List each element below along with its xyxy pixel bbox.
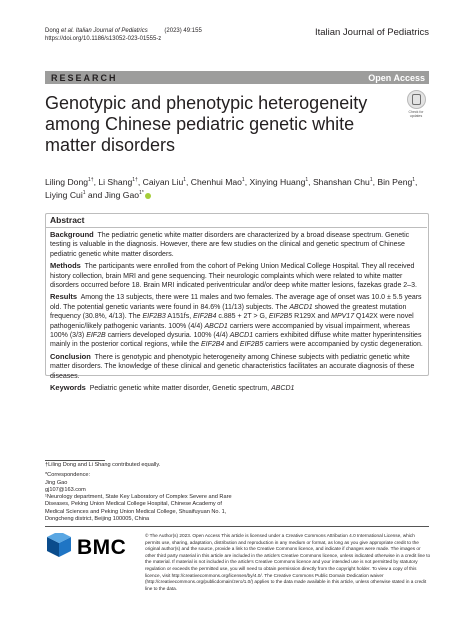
author-name[interactable]: Chenhui Mao	[190, 176, 242, 187]
author-name[interactable]: Bin Peng	[377, 176, 413, 187]
footnote-divider	[45, 460, 105, 461]
affiliation-text: ¹Neurology department, State Key Laboratory of Complex Severe and Rare Diseases, Peking Union Medical College Hospital, Chinese Academy of Medical Sciences and Peking Union Medical College, Shuaifuyuan No. 1, Dongcheng district, Beijing 100005, China	[45, 494, 232, 523]
abstract-keywords	[50, 383, 423, 393]
open-access-label: Open Access	[368, 72, 425, 83]
author-affiliation-mark: 1†	[132, 177, 138, 183]
license-text: © The Author(s) 2023. Open Access This article is licensed under a Creative Commons Attribution 4.0 International License, which permits use, sharing, adaptation, distribution and reproduction in any medium or format, as long as you give appropriate credit to the original author(s) and the source, provide a link to the Creative Commons licence, and indicate if changes were made. The images or other third party material in this article are included in the article's Creative Commons licence, unless indicated otherwise in a credit line to the material. If material is not included in the article's Creative Commons licence and your intended use is not permitted by statutory regulation or exceeds the permitted use, you will need to obtain permission directly from the copyright holder. To view a copy of this licence, visit http://creativecommons.org/licenses/by/4.0/. The Creative Commons Public Domain Dedication waiver (http://creativecommons.org/publicdomain/zero/1.0/) applies to the data made available in this article, unless otherwise stated in a credit line to the data.	[145, 533, 431, 591]
author-affiliation-mark: 1	[412, 177, 416, 183]
author-affiliation-mark: 1*	[139, 190, 144, 197]
check-for-updates-badge[interactable]	[403, 90, 429, 118]
abstract-methods	[50, 261, 423, 290]
check-updates-line1: Check for	[408, 110, 424, 114]
citation-journal: Italian Journal of Pediatrics	[75, 28, 148, 34]
author-name[interactable]: Shanshan Chu	[312, 176, 370, 187]
background-label: Background	[50, 230, 94, 239]
keywords-text: Pediatric genetic white matter disorder, Genetic spectrum,	[89, 385, 272, 393]
bmc-logo-icon	[45, 533, 135, 561]
author-name[interactable]: Liying Cui	[45, 190, 83, 201]
author-name[interactable]: Jing Gao	[104, 190, 140, 201]
conclusion-text: There is genotypic and phenotypic heterogeneity among Chinese subjects with pediatric genetic white matter disorders. The knowledge of these clinical and genetic characteristics facilitates an accurate diagnosis of these diseases.	[50, 353, 415, 380]
author-name[interactable]: Caiyan Liu	[142, 176, 184, 187]
keywords-label: Keywords	[50, 383, 86, 393]
abstract-background	[50, 230, 423, 259]
article-type-label: RESEARCH	[51, 72, 118, 83]
conclusion-label: Conclusion	[50, 351, 91, 361]
citation-authors: Dong	[45, 28, 62, 34]
author-name[interactable]: Li Shang	[98, 176, 133, 187]
abstract-results: Results Among the 13 subjects, there were 11 males and two females. The average age of onset was 10.0 ± 5.5 years old. The potential genetic variants were found in 84.6% (11/13) subjects. The ABCD1 showed the greatest mutation frequency (30.8%, 4/13). The EIF2B3 A151fs, EIF2B4 c.885 + 2T > G, EIF2B5 R129X and MPV17 Q142X were novel pathogenic/likely pathogenic variants. 100% (4/4) ABCD1 carriers were accompanied by visual impairment, whereas 100% (3/3) EIF2B carriers developed dysuria. 100% (4/4) ABCD1 carriers exhibited diffuse white matter hyperintensities mainly in the posterior cortical regions, while the EIF2B4 and EIF2B5 carriers were accompanied by cystic degeneration.	[50, 292, 423, 349]
author-name[interactable]: Xinying Huang	[249, 176, 306, 187]
methods-label: Methods	[50, 261, 81, 271]
footer-divider	[45, 526, 429, 527]
author-affiliation-mark: 1	[82, 190, 86, 197]
footnotes	[45, 462, 235, 526]
author-affiliation-mark: 1	[241, 177, 245, 183]
citation-etal: et al.	[61, 28, 75, 34]
doi-link[interactable]: https://doi.org/10.1186/s13052-023-01555-z	[45, 36, 162, 42]
orcid-icon[interactable]	[145, 193, 151, 199]
author-name[interactable]: Liling Dong	[45, 176, 88, 187]
keywords-gene: ABCD1	[271, 385, 295, 393]
correspondence-name: Jing Gao	[45, 479, 68, 486]
author-affiliation-mark: 1†	[88, 177, 94, 183]
abstract-conclusion	[50, 352, 423, 381]
bmc-logo-text: BMC	[77, 536, 127, 559]
author-affiliation-mark: 1	[305, 177, 309, 183]
author-list: Liling Dong$^{1\dagger}$, Li Shang$^{1\dagger}$, Caiyan Liu$^1$, Chenhui Mao$^1$, Xinying Huang$^1$, Shanshan Chu$^1$, Bin Peng$^1$, Liying Cui$^1$ and Jing Gao$^{1*}$	[45, 176, 418, 201]
correspondence-label: *Correspondence:	[45, 472, 91, 479]
article-type-banner	[45, 71, 429, 84]
bmc-logo	[45, 533, 135, 561]
citation-year-page: (2023) 49:155	[164, 28, 202, 34]
abstract-heading: Abstract	[45, 213, 427, 228]
journal-name: Italian Journal of Pediatrics	[314, 27, 429, 38]
article-title: Genotypic and phenotypic heterogeneity among Chinese pediatric genetic white matter disorders	[45, 93, 368, 155]
author-affiliation-mark: 1	[183, 177, 187, 183]
correspondence-block	[45, 472, 235, 523]
results-label: Results	[50, 292, 78, 302]
equal-contribution-note: †Liling Dong and Li Shang contributed equally.	[45, 462, 161, 468]
correspondence-email[interactable]: gj107@163.com	[45, 486, 86, 493]
methods-text: The participants were enrolled from the cohort of Peking Union Medical College Hospital. They all received history collection, brain MRI and gene sequencing. Their neurologic complaints which were related to white matter disorders occurred before 18. Brain MRI indicated periventricular and/or deep white matter lesions, fazekas grade 2–3.	[50, 263, 417, 290]
check-for-updates-icon	[407, 90, 426, 109]
background-text: The pediatric genetic white matter disorders are characterized by a broad disease spectrum. Genetic testing is valuable in the diagnosis. However, there are few studies on the clinical and genetic spectrum of Chinese pediatric genetic white matter disorders.	[50, 232, 410, 258]
citation-line	[45, 27, 265, 43]
check-updates-line2: updates	[409, 114, 423, 118]
author-affiliation-mark: 1	[369, 177, 373, 183]
abstract-body	[50, 230, 423, 396]
